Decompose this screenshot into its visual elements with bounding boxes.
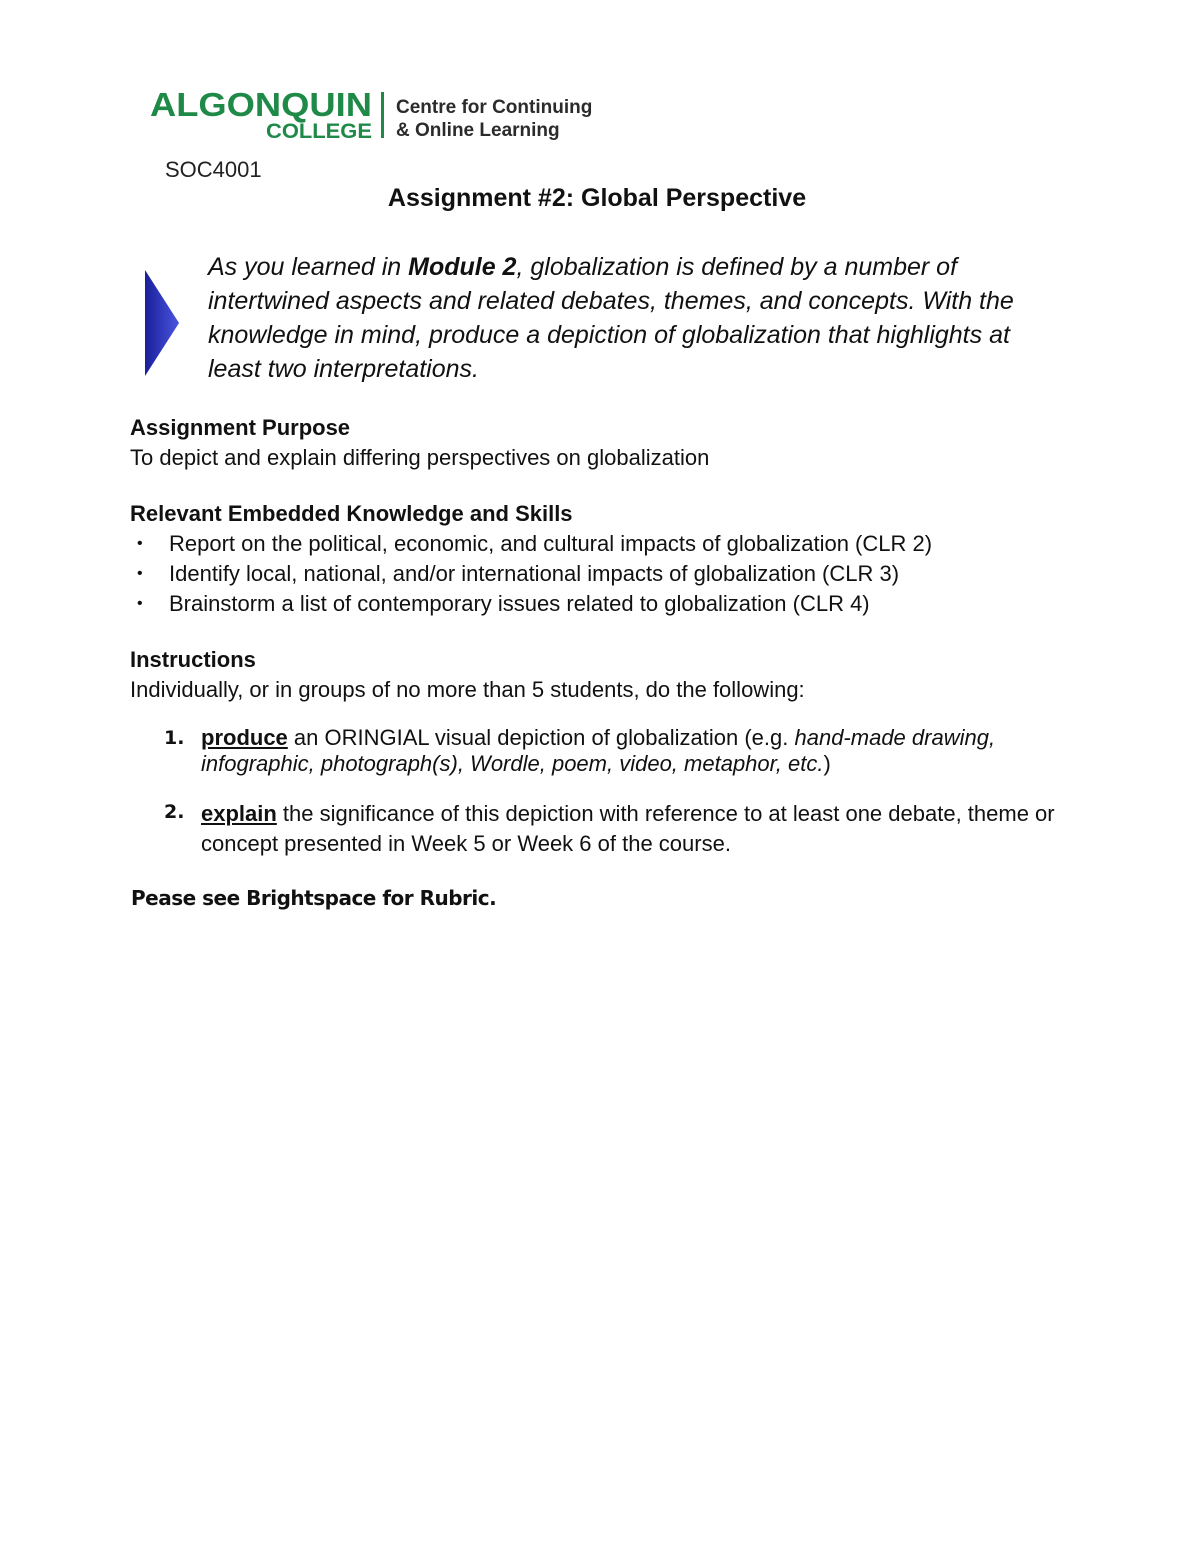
intro-module-emphasis: Module 2 bbox=[408, 253, 517, 281]
step-keyword: explain bbox=[201, 801, 277, 826]
page-title: Assignment #2: Global Perspective bbox=[387, 184, 807, 212]
bullet-icon: • bbox=[137, 565, 143, 582]
course-code: SOC4001 bbox=[165, 157, 262, 182]
list-item: • Identify local, national, and/or international impacts of globalization (CLR 3) bbox=[130, 559, 1090, 589]
intro-callout bbox=[208, 250, 1058, 386]
step-number: 2. bbox=[164, 801, 185, 823]
purpose-section bbox=[130, 413, 1090, 473]
skills-heading: Relevant Embedded Knowledge and Skills bbox=[130, 501, 573, 526]
intro-text-after: , globalization is defined by a number of intertwined aspects and related debates, themes, and concepts. With the knowledge in mind, produce a depiction of globalization that highlights at least two interpretations. bbox=[208, 253, 1014, 383]
bullet-icon: • bbox=[137, 535, 143, 552]
step-number: 1. bbox=[164, 727, 185, 749]
bullet-icon: • bbox=[137, 595, 143, 612]
step-1: 1. produce an ORINGIAL visual depiction of globalization (e.g. hand-made drawing, infographic, photograph(s), Wordle, poem, video, metaphor, etc.) bbox=[164, 725, 996, 776]
step-keyword: produce bbox=[201, 725, 288, 750]
instructions-heading: Instructions bbox=[130, 647, 256, 672]
step-2: 2. explain the significance of this depiction with reference to at least one debate, theme or concept presented in Week 5 or Week 6 of the course. bbox=[164, 801, 1055, 856]
triangle-right-icon bbox=[143, 270, 181, 376]
intro-text-before: As you learned in bbox=[208, 253, 409, 281]
algonquin-college-logo bbox=[148, 86, 618, 142]
purpose-text: To depict and explain differing perspectives on globalization bbox=[130, 445, 710, 470]
logo-tagline-line2: & Online Learning bbox=[396, 120, 560, 141]
list-item: • Report on the political, economic, and cultural impacts of globalization (CLR 2) bbox=[130, 529, 1090, 559]
skills-list bbox=[130, 529, 1090, 619]
purpose-heading: Assignment Purpose bbox=[130, 415, 351, 440]
logo-brand-top: ALGONQUIN bbox=[150, 86, 372, 123]
rubric-note: Pease see Brightspace for Rubric. bbox=[131, 886, 497, 910]
logo-tagline-line1: Centre for Continuing bbox=[396, 97, 593, 118]
logo-divider bbox=[381, 92, 384, 138]
list-item: • Brainstorm a list of contemporary issues related to globalization (CLR 4) bbox=[130, 589, 1090, 619]
instructions-text: Individually, or in groups of no more than 5 students, do the following: bbox=[130, 677, 805, 702]
logo-brand-bottom: COLLEGE bbox=[266, 120, 372, 142]
skills-section bbox=[130, 499, 1090, 619]
instructions-section bbox=[130, 645, 1090, 705]
